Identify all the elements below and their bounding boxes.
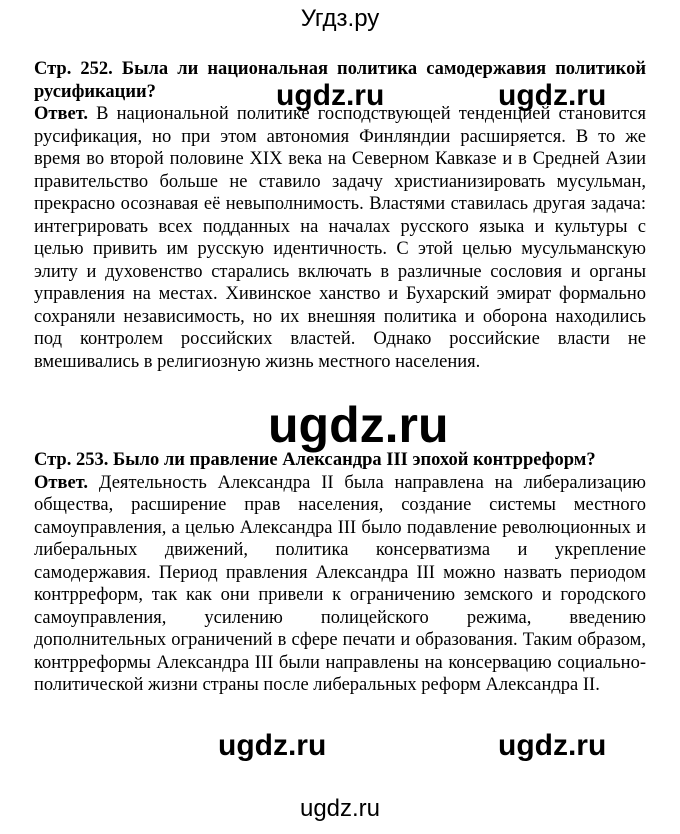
- answer-text: В национальной политике господствующей тенденцией становится русификация, но при этом автономия Финляндии расширяется. В то же время во второй половине XIX века на Северном Кавказе и в Средней Азии правительство больше не ставило задачу христианизировать мусульман, прекрасно осознавая её невыполнимость. Властями ставилась другая задача: интегрировать всех подданных на началах русского языка и культуры с целью привить им русскую идентичность. С этой целью мусульманскую элиту и духовенство старались включать в различные сословия и органы управления на местах. Хивинское ханство и Бухарский эмират формально сохраняли независимость, но их внешняя политика и оборона находились под контролем российских властей. Однако российские власти не вмешивались в религиозную жизнь местного населения.: [34, 104, 646, 372]
- watermark: ugdz.ru: [498, 729, 607, 762]
- watermark: ugdz.ru: [498, 79, 607, 112]
- answer-text: Деятельность Александра II была направлена на либерализацию общества, расширение прав населения, создание системы местного самоуправления, а целью Александра III было подавление революционных и либеральных движений, политика консерватизма и укрепление самодержавия. Период правления Александра III можно назвать периодом контрреформ, так как они привели к ограничению земского и городского самоуправления, усилению полицейского режима, введению дополнительных ограничений в сфере печати и образования. Таким образом, контрреформы Александра III были направлены на консервацию социально-политической жизни страны после либеральных реформ Александра II.: [34, 472, 647, 695]
- watermark: ugdz.ru: [276, 79, 385, 112]
- answer-label: Ответ.: [34, 472, 89, 493]
- answer-paragraph: [34, 103, 646, 373]
- watermark: ugdz.ru: [218, 729, 327, 762]
- answer-label: Ответ.: [34, 104, 89, 124]
- watermark: ugdz.ru: [268, 397, 449, 453]
- section-page-253: [34, 449, 646, 697]
- site-header: Угдз.ру: [300, 5, 380, 32]
- site-footer: ugdz.ru: [299, 795, 381, 822]
- question-heading: Стр. 253. Было ли правление Александра III эпохой контрреформ?: [34, 450, 596, 470]
- question-heading: Стр. 252. Была ли национальная политика самодержавия политикой русификации?: [34, 59, 646, 102]
- answer-paragraph: [34, 472, 646, 697]
